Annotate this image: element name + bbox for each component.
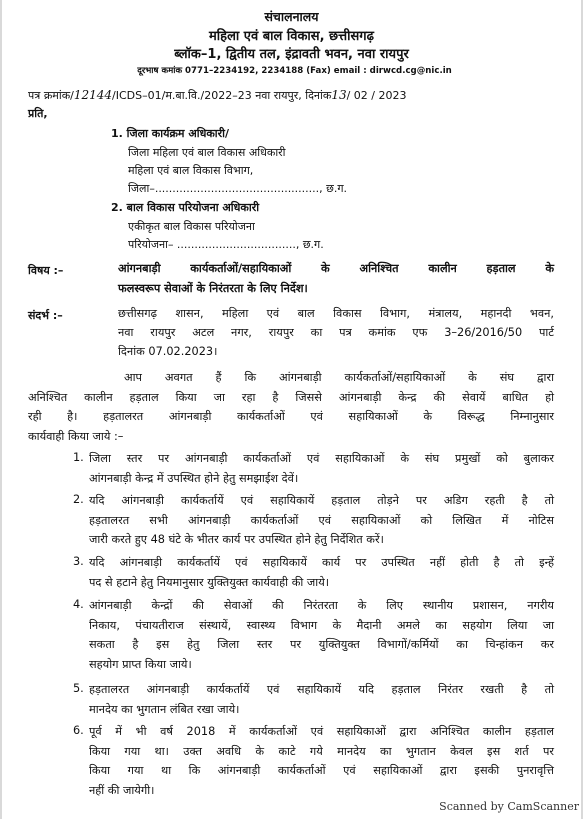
recipient-1-title: 1. जिला कार्यक्रम अधिकारी/ (111, 127, 230, 140)
handwritten-day: 13 (331, 88, 347, 102)
letterhead-department: महिला एवं बाल विकास, छत्तीसगढ़ (209, 29, 374, 44)
recipient-2-title: 2. बाल विकास परियोजना अधिकारी (111, 201, 260, 214)
letterhead-contact: दूरभाष कमांक 0771–2234192, 2234188 (Fax) email : dirwcd.cg@nic.in (137, 66, 452, 76)
point-number: 4. (73, 598, 84, 611)
point-line: आंगनबाड़ी केन्द्र में उपस्थित होने हेतु समझाईश देवें। (89, 471, 299, 485)
reference-code: /ICDS–01/म.बा.वि./2022–23 नवा रायपुर, दिनांक (112, 89, 332, 102)
subject-label: विषय :– (28, 264, 64, 277)
point-2 (89, 491, 554, 550)
recipient-2-line: एकीकृत बाल विकास परियोजना (128, 220, 255, 233)
context-text (118, 304, 554, 361)
point-line: सहयोग प्राप्त किया जाये। (89, 657, 192, 671)
scan-edge-left (0, 0, 2, 819)
point-line: पद से हटाने हेतु नियमानुसार युक्तियुक्त कार्यवाही की जाये। (89, 575, 330, 589)
recipient-1-line: जिला महिला एवं बाल विकास अधिकारी (128, 146, 286, 159)
point-line: किया गया था कि आंगनबाड़ी कार्यकर्ताओं एवं सहायिकाओं द्वारा इसकी पुनरावृत्ति (89, 764, 554, 777)
point-line: यदि आंगनबाड़ी कार्यकर्तायें एवं सहायिकायें हड़ताल तोड़ने पर अडिग रहती है तो (89, 494, 554, 507)
context-line: छत्तीसगढ़ शासन, महिला एवं बाल विकास विभाग, मंत्रालय, महानदी भवन, (118, 307, 554, 320)
point-line: जारी करते हुए 48 घंटे के भीतर कार्य पर उपस्थित होने हेतु निर्देशित करें। (89, 533, 384, 546)
point-line: सकता है इस हेतु जिला स्तर पर युक्तियुक्त विभागों/कर्मियों का चिन्हांकन कर (89, 638, 554, 651)
recipient-2-line: परियोजना– .................................., छ.ग. (128, 238, 324, 251)
point-line: मानदेय का भुगतान लंबित रखा जाये। (89, 702, 240, 716)
context-line: दिनांक 07.02.2023। (118, 345, 218, 358)
letterhead-address: ब्लॉक–1, द्वितीय तल, इंद्रावती भवन, नवा रायपुर (174, 47, 409, 62)
subject-line: फलस्वरूप सेवाओं के निरंतरता के लिए निर्देश। (118, 281, 308, 295)
intro-line: आप अवगत हैं कि आंगनबाड़ी कार्यकर्ताओं/सहायिकाओं के संघ द्वारा (124, 371, 554, 384)
intro-line: रही है। हड़तालरत आंगनबाड़ी कार्यकर्ताओं एवं सहायिकाओं के विरूद्ध निम्नानुसार (28, 410, 554, 423)
point-line: किया गया था। उक्त अवधि के काटे गये मानदेय का भुगतान केवल इस शर्त पर (89, 744, 554, 758)
scanner-watermark: Scanned by CamScanner (439, 800, 579, 813)
point-line: पूर्व में भी वर्ष 2018 में कार्यकर्ताओं एवं सहायिकाओं द्वारा अनिश्चित कालीन हड़ताल (89, 725, 554, 738)
intro-line: अनिश्चित कालीन हड़ताल किया जा रहा है जिससे आंगनबाड़ी केन्द्र की सेवायें बाधित हो (28, 390, 554, 404)
recipient-1-line: जिला–..............................................., छ.ग. (128, 182, 348, 195)
letterhead-directorate: संचालनालय (264, 9, 319, 24)
to-label: प्रति, (28, 107, 48, 120)
point-line: नहीं की जायेगी। (89, 783, 155, 797)
point-4 (89, 596, 554, 674)
reference-date: / 02 / 2023 (346, 89, 407, 102)
subject-line: आंगनबाड़ी कार्यकर्ताओं/सहायिकाओं के अनिश्चित कालीन हड़ताल के (118, 262, 554, 275)
context-line: नवा रायपुर अटल नगर, रायपुर का पत्र कमांक एफ 3–26/2016/50 पार्ट (118, 326, 554, 339)
point-number: 5. (73, 682, 84, 695)
point-1 (89, 449, 554, 488)
point-line: हड़तालरत सभी आंगनबाड़ी कार्यकर्ताओं एवं सहायिकाओं को लिखित में नोटिस (89, 513, 554, 527)
handwritten-number: 12144 (73, 88, 113, 102)
point-3 (89, 553, 554, 592)
reference-prefix: पत्र क्रमांक/ (28, 89, 74, 102)
point-number: 1. (73, 451, 84, 464)
intro-paragraph (28, 368, 554, 446)
point-5 (89, 680, 554, 719)
point-line: यदि आंगनबाड़ी कार्यकर्तायें एवं सहायिकायें कार्य पर उपस्थित नहीं होती है तो इन्हें (89, 556, 554, 569)
point-line: जिला स्तर पर आंगनबाड़ी कार्यकर्ताओं एवं सहायिकाओं के संघ प्रमुखों को बुलाकर (89, 452, 554, 465)
intro-line: कार्यवाही किया जाये :– (28, 429, 124, 443)
context-label: संदर्भ :– (28, 309, 63, 322)
point-number: 6. (73, 724, 84, 737)
point-number: 2. (73, 493, 84, 506)
point-line: हड़तालरत आंगनबाड़ी कार्यकर्तायें एवं सहायिकायें यदि हड़ताल निरंतर रखती है तो (89, 683, 554, 696)
subject-text (118, 259, 554, 298)
recipient-1-line: महिला एवं बाल विकास विभाग, (128, 164, 254, 177)
point-6 (89, 722, 554, 800)
point-number: 3. (73, 555, 84, 568)
reference-line (28, 88, 407, 103)
point-line: निकाय, पंचायतीराज संस्थायें, स्वास्थ्य विभाग के मैदानी अमले का सहयोग लिया जा (89, 618, 554, 632)
point-line: आंगनबाड़ी केन्द्रों की सेवाओं की निरंतरता के लिए स्थानीय प्रशासन, नगरीय (89, 599, 554, 612)
